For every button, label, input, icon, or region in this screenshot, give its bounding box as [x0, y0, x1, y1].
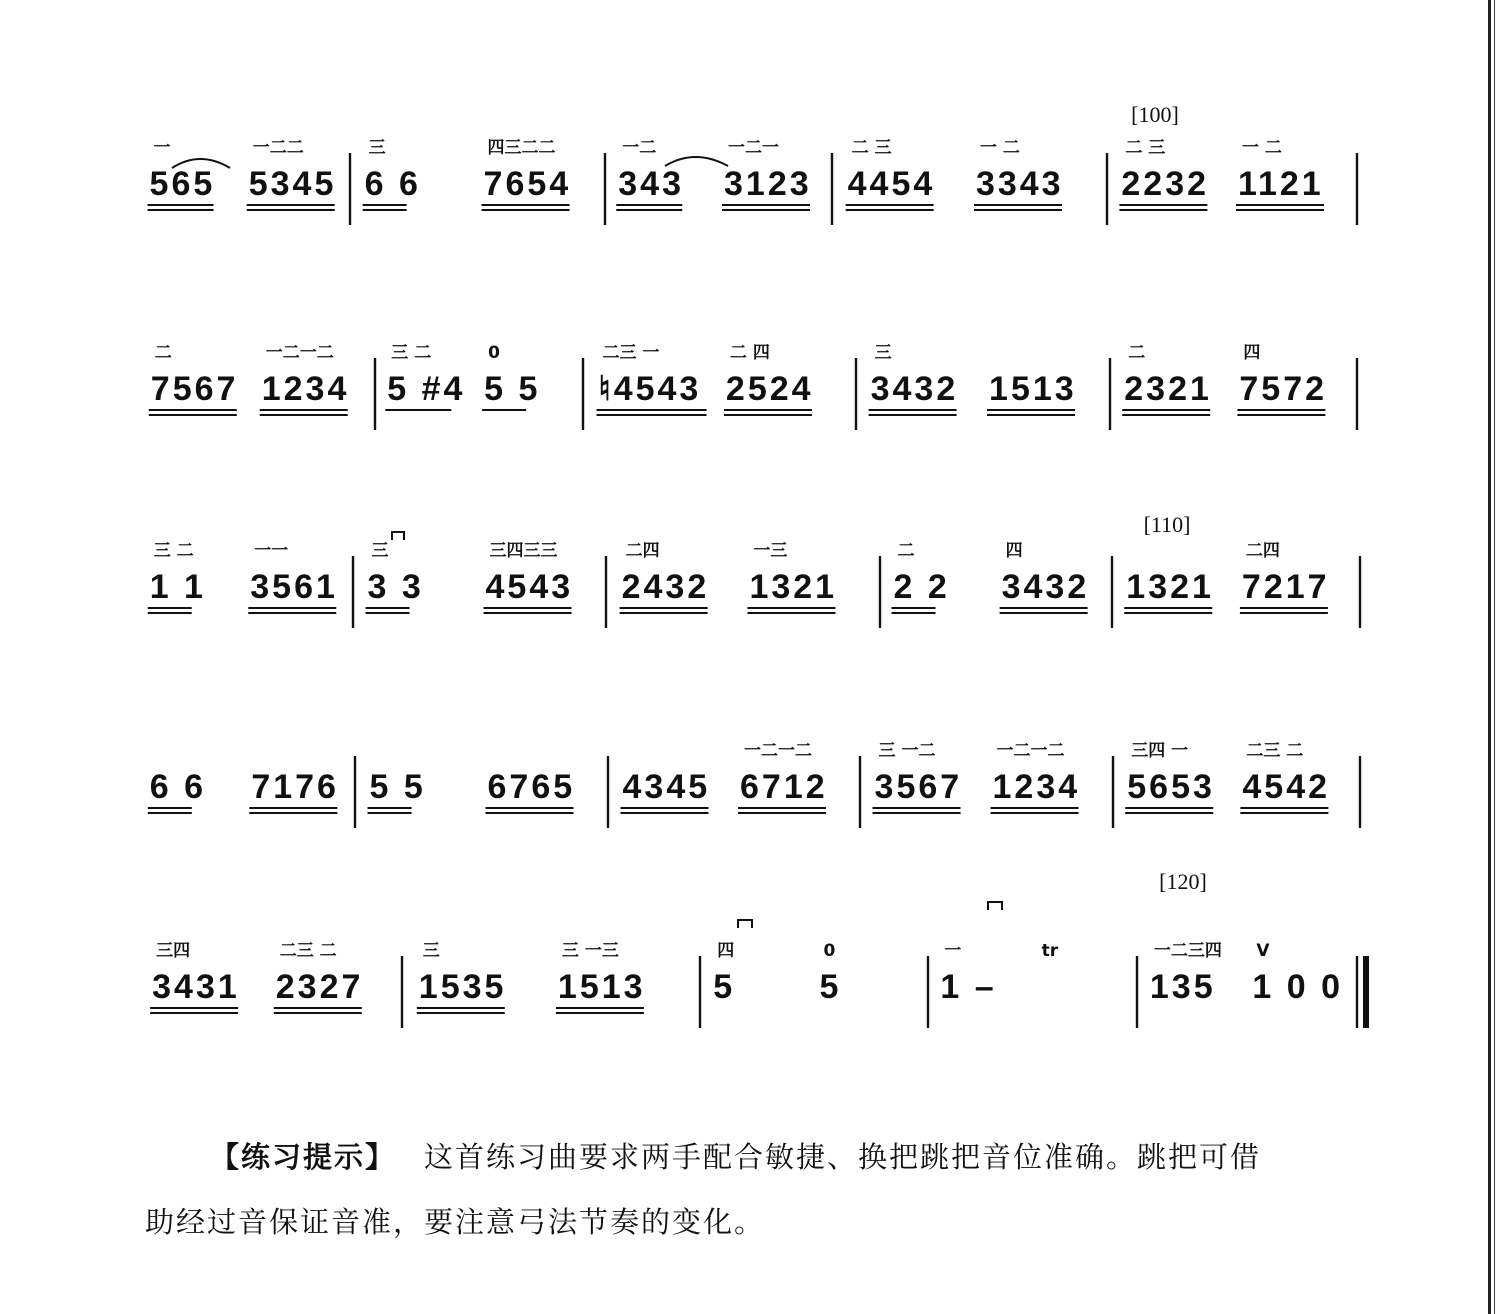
fingering-mark: 二三 二 [1246, 741, 1304, 761]
fingering-mark: 三 [368, 138, 386, 158]
page-border-right-thin [1494, 0, 1495, 1314]
note-group: 4454 [847, 165, 936, 203]
note-group: 6 6 [364, 165, 421, 203]
practice-tip-line-1 [210, 1135, 1410, 1176]
note-group: 5 [819, 968, 842, 1006]
fingering-mark: 二 [1128, 343, 1146, 363]
fingering-mark: 0 [488, 343, 500, 363]
fingering-mark: 一 [944, 941, 962, 961]
fingering-mark: tr [1041, 941, 1059, 961]
fingering-mark: 四三二二 [487, 138, 556, 158]
fingering-mark: 一二二 [252, 138, 304, 158]
fingering-mark: 二 四 [729, 343, 770, 363]
note-group: 3432 [870, 370, 959, 408]
fingering-mark: 三 二 [153, 541, 194, 561]
note-group: 5 #4 [387, 370, 466, 408]
fingering-mark: 二 [897, 541, 915, 561]
note-group: 1234 [992, 768, 1081, 806]
note-group: 2432 [621, 568, 710, 606]
note-group: 1321 [1126, 568, 1214, 606]
fingering-mark: 一二 [622, 138, 657, 158]
fingering-mark: 一 二 [1241, 138, 1282, 158]
note-group: 1 0 0 [1252, 968, 1343, 1006]
down-bow-mark [738, 920, 752, 928]
fingering-mark: 二四 [625, 541, 660, 561]
fingering-mark: 二四 [1245, 541, 1280, 561]
fingering-mark: 三 [874, 343, 892, 363]
fingering-mark: 三 二 [391, 343, 432, 363]
fingering-mark: 二三 一 [602, 343, 660, 363]
rehearsal-mark: [100] [1131, 102, 1179, 127]
note-group: 4542 [1242, 768, 1331, 806]
note-group: 2 2 [893, 568, 950, 606]
note-group: 565 [149, 165, 216, 203]
fingering-mark: 一 二 [979, 138, 1020, 158]
fingering-mark: 一二三四 [1153, 941, 1222, 961]
fingering-mark: 一三 [753, 541, 788, 561]
fingering-mark: 二 三 [851, 138, 892, 158]
fingering-mark: 四 [1005, 541, 1023, 561]
note-group: 1 – [940, 968, 997, 1006]
fingering-mark: V [1256, 941, 1270, 961]
fingering-mark: 三 一三 [561, 941, 619, 961]
fingering-mark: 一二一 [728, 138, 779, 158]
note-group: 3432 [1001, 568, 1090, 606]
note-group: 6 6 [149, 768, 207, 806]
fingering-mark: 一二一二 [744, 741, 812, 761]
note-group: ♮4543 [598, 370, 702, 408]
note-group: 1321 [749, 568, 838, 606]
note-group: 1535 [418, 968, 507, 1006]
fingering-mark: 二 三 [1125, 138, 1166, 158]
note-group: 1513 [989, 370, 1077, 408]
note-group: 5653 [1127, 768, 1215, 806]
note-group: 6712 [740, 768, 828, 806]
fingering-mark: 0 [823, 941, 836, 961]
fingering-mark: 三 [422, 941, 440, 961]
page-border-right [1488, 0, 1491, 1314]
note-group: 5 5 [369, 768, 426, 806]
note-group: 3561 [250, 568, 338, 606]
note-group: 4543 [485, 568, 574, 606]
fingering-mark: 三 一二 [878, 741, 936, 761]
note-group: 2321 [1124, 370, 1212, 408]
practice-tip-label: 【练习提示】 [210, 1140, 397, 1174]
fingering-mark: 二 [154, 343, 172, 363]
note-group: 2327 [275, 968, 364, 1006]
fingering-mark: 一一 [254, 541, 289, 561]
fingering-mark: 三四三三 [489, 541, 558, 561]
fingering-mark: 四 [717, 941, 735, 961]
final-barline-thick [1363, 956, 1369, 1028]
note-group: 1 1 [149, 568, 206, 606]
note-group: 4345 [622, 768, 711, 806]
note-group: 5 [713, 968, 736, 1006]
note-group: 2232 [1121, 165, 1210, 203]
fingering-mark: 一 [153, 138, 171, 158]
down-bow-mark [988, 902, 1002, 910]
fingering-mark: 三四 [156, 941, 191, 961]
fingering-mark: 二三 二 [279, 941, 337, 961]
note-group: 6765 [487, 768, 576, 806]
down-bow-mark [392, 532, 404, 540]
note-group: 7176 [251, 768, 339, 806]
note-group: 3123 [724, 165, 812, 203]
note-group: 7654 [483, 165, 572, 203]
note-group: 1121 [1237, 165, 1324, 203]
note-group: 2524 [725, 370, 814, 408]
note-group: 3 3 [367, 568, 424, 606]
note-group: 1234 [261, 370, 350, 408]
fingering-mark: 三 [371, 541, 389, 561]
note-group: 1513 [557, 968, 646, 1006]
fingering-mark: 一二一二 [996, 741, 1065, 761]
note-group: 7567 [150, 370, 239, 408]
note-group: 343 [618, 165, 684, 203]
note-group: 3567 [874, 768, 963, 806]
note-group: 3431 [152, 968, 240, 1006]
note-group: 3343 [975, 165, 1064, 203]
fingering-mark: 三四 一 [1131, 741, 1189, 761]
practice-tip-line-2: 助经过音保证音准，要注意弓法节奏的变化。 [145, 1205, 766, 1239]
rehearsal-mark: [120] [1159, 869, 1207, 894]
rehearsal-mark: [110] [1143, 512, 1191, 537]
note-group: 5 5 [484, 370, 541, 408]
note-group: 7217 [1241, 568, 1330, 606]
fingering-mark: 四 [1243, 343, 1261, 363]
fingering-mark: 一二一二 [265, 343, 334, 363]
note-group: 5345 [248, 165, 337, 203]
note-group: 135 [1149, 968, 1216, 1006]
practice-tip-text-1: 这首练习曲要求两手配合敏捷、换把跳把音位准确。跳把可借 [424, 1140, 1262, 1174]
note-group: 7572 [1239, 370, 1328, 408]
